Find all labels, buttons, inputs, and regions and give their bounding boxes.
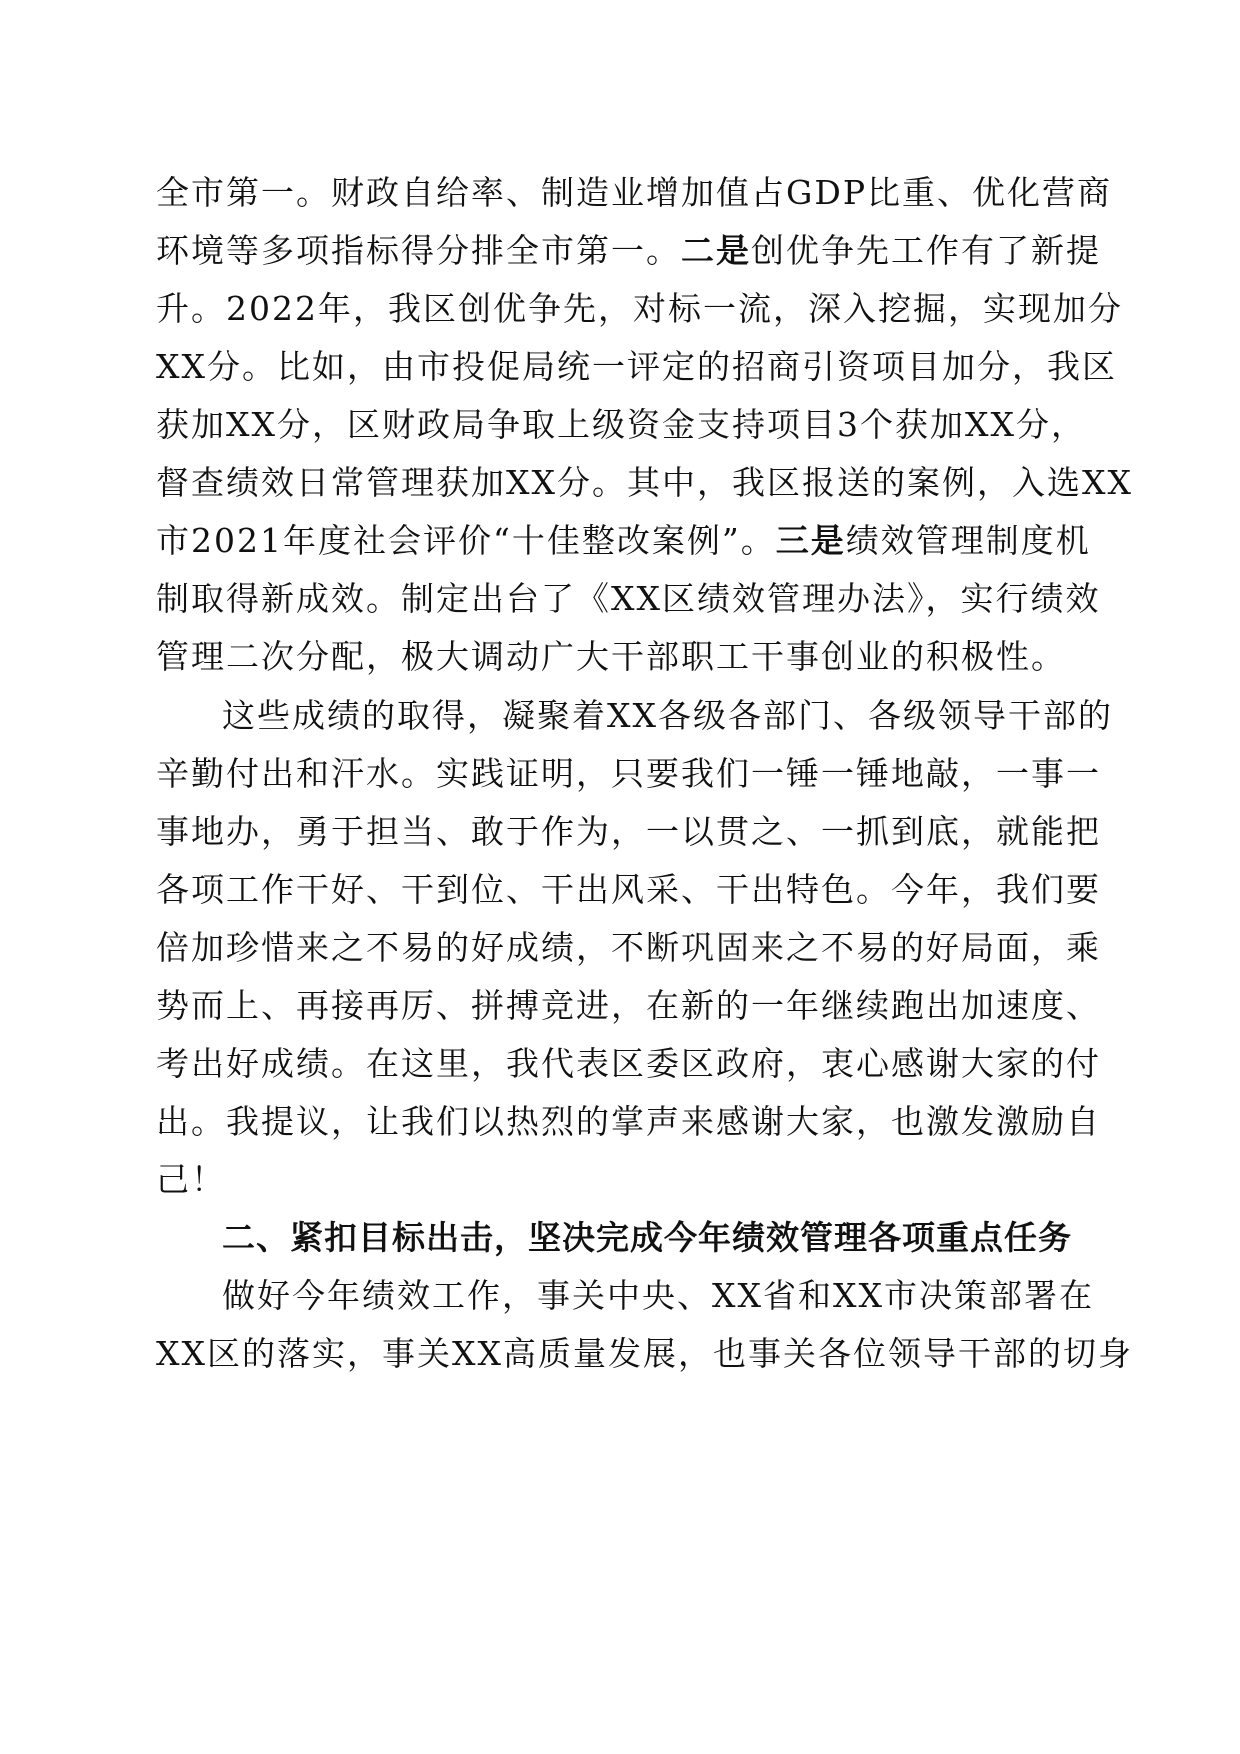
paragraph-line: 获加XX分，区财政局争取上级资金支持项目3个获加XX分， [156, 405, 1086, 444]
paragraph-line: 己！ [156, 1160, 226, 1199]
section-heading: 二、紧扣目标出击，坚决完成今年绩效管理各项重点任务 [222, 1218, 1072, 1257]
paragraph-line: 制取得新成效。制定出台了《XX区绩效管理办法》，实行绩效 [156, 579, 1101, 618]
paragraph-line: 出。我提议，让我们以热烈的掌声来感谢大家，也激发激励自 [156, 1102, 1101, 1141]
paragraph-line: XX区的落实，事关XX高质量发展，也事关各位领导干部的切身 [156, 1334, 1133, 1373]
paragraph-line: 考出好成绩。在这里，我代表区委区政府，衷心感谢大家的付 [156, 1044, 1101, 1083]
line-text: 市2021年度社会评价“十佳整改案例”。 [156, 521, 776, 560]
paragraph-line [156, 221, 1101, 281]
paragraph-line: XX分。比如，由市投促局统一评定的招商引资项目加分，我区 [156, 347, 1117, 386]
line-text: 绩效管理制度机 [845, 521, 1091, 560]
paragraph-line: 督查绩效日常管理获加XX分。其中，我区报送的案例，入选XX [156, 463, 1133, 502]
bold-marker: 三是 [775, 521, 846, 560]
paragraph-line: 势而上、再接再厉、拼搏竞进，在新的一年继续跑出加速度、 [156, 986, 1101, 1025]
paragraph-line: 管理二次分配，极大调动广大干部职工干事创业的积极性。 [156, 637, 1066, 676]
paragraph-first-line: 做好今年绩效工作，事关中央、XX省和XX市决策部署在 [222, 1276, 1094, 1315]
paragraph-line: 各项工作干好、干到位、干出风采、干出特色。今年，我们要 [156, 870, 1101, 909]
paragraph-line: 辛勤付出和汗水。实践证明，只要我们一锤一锤地敲，一事一 [156, 754, 1101, 793]
paragraph-line [156, 511, 1091, 571]
paragraph-first-line: 这些成绩的取得，凝聚着XX各级各部门、各级领导干部的 [222, 696, 1113, 735]
line-text: 创优争先工作有了新提 [751, 231, 1101, 270]
line-text: 环境等多项指标得分排全市第一。 [156, 231, 681, 270]
paragraph-line: 全市第一。财政自给率、制造业增加值占GDP比重、优化营商 [156, 173, 1113, 212]
bold-marker: 二是 [681, 231, 751, 270]
paragraph-line: 事地办，勇于担当、敢于作为，一以贯之、一抓到底，就能把 [156, 812, 1101, 851]
paragraph-line: 倍加珍惜来之不易的好成绩，不断巩固来之不易的好局面，乘 [156, 928, 1101, 967]
paragraph-line: 升。2022年，我区创优争先，对标一流，深入挖掘，实现加分 [156, 289, 1123, 328]
